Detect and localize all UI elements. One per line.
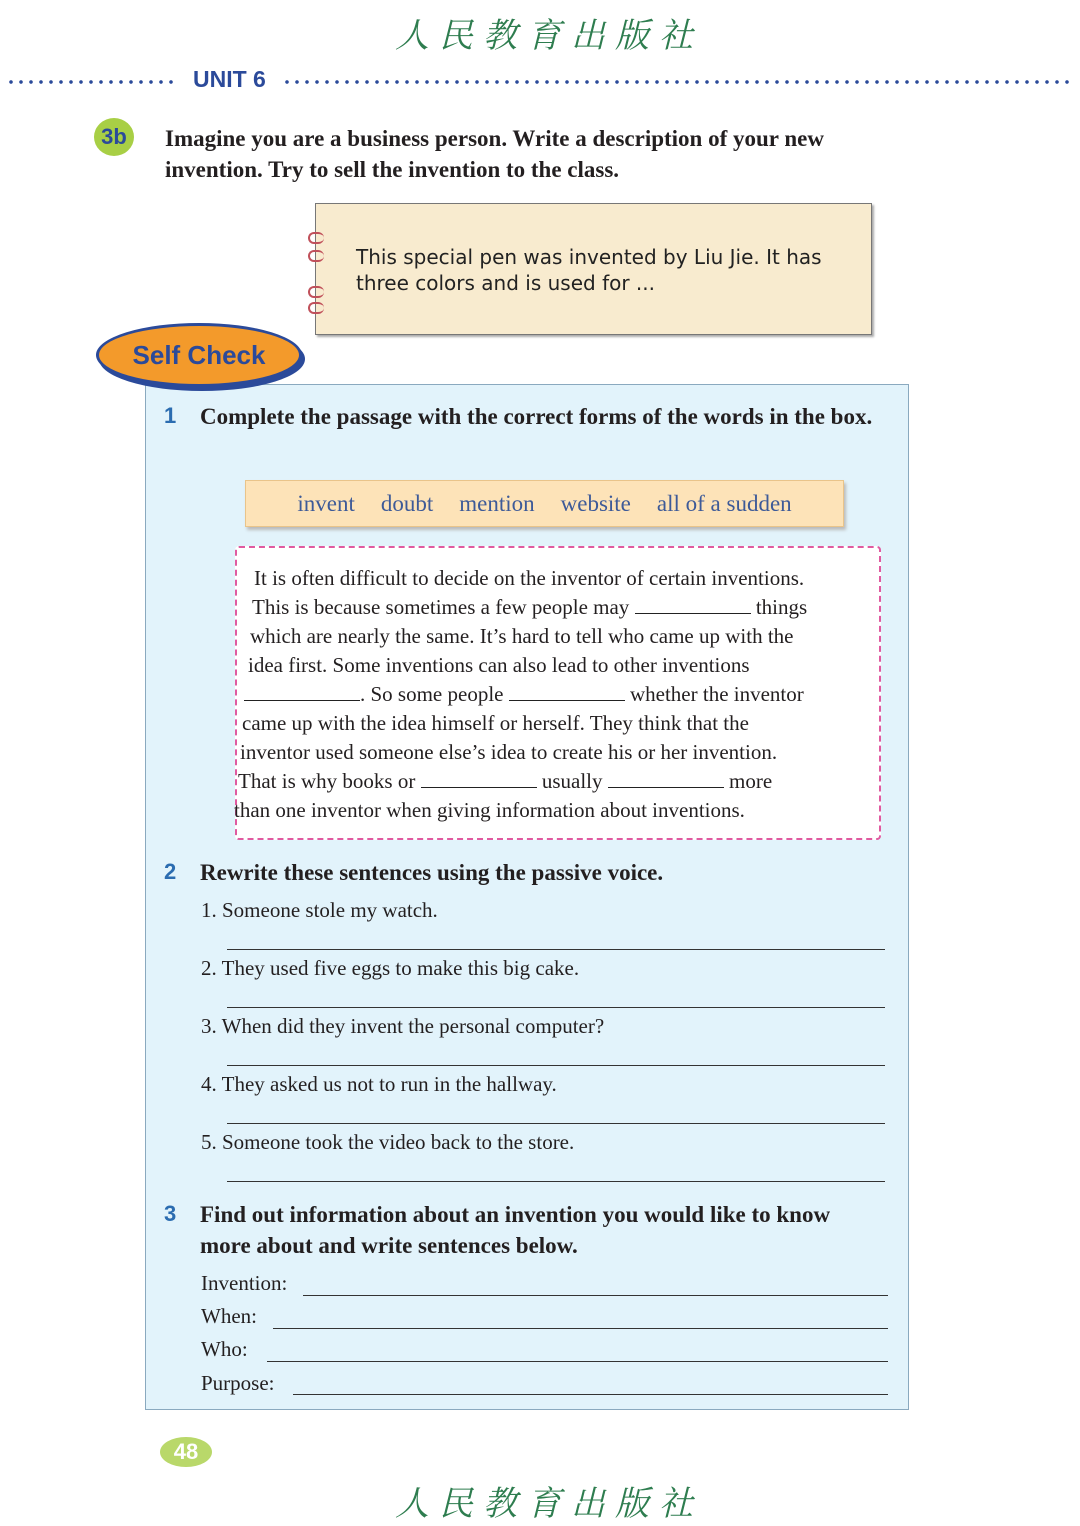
sentence-item: 1. Someone stole my watch. — [201, 898, 438, 922]
passage-line: idea first. Some inventions can also lead to other inventions — [248, 653, 750, 677]
sentence-item: 5. Someone took the video back to the store. — [201, 1130, 575, 1154]
purpose-answer-line[interactable] — [293, 1394, 888, 1395]
passage-line: which are nearly the same. It’s hard to tell who came up with the — [250, 624, 794, 648]
field-label-purpose: Purpose: — [201, 1371, 275, 1395]
passage-text: usually — [541, 769, 603, 793]
field-label-invention: Invention: — [201, 1271, 288, 1295]
when-answer-line[interactable] — [273, 1328, 888, 1329]
spiral-ring-icon — [308, 286, 324, 298]
activity-badge: 3b — [94, 118, 134, 156]
fill-blank[interactable] — [509, 682, 625, 701]
word: mention — [459, 490, 535, 516]
word: website — [560, 490, 631, 516]
word-box — [245, 480, 844, 527]
invention-answer-line[interactable] — [303, 1295, 888, 1296]
section-number: 1 — [164, 403, 177, 428]
fill-blank[interactable] — [608, 769, 724, 788]
sentence-item: 4. They asked us not to run in the hallway. — [201, 1072, 557, 1096]
passage-line: It is often difficult to decide on the inventor of certain inventions. — [254, 566, 805, 590]
fill-blank[interactable] — [244, 682, 360, 701]
word: all of a sudden — [656, 490, 792, 516]
section-number: 2 — [164, 859, 177, 884]
passage-line: came up with the idea himself or herself. They think that the — [242, 711, 749, 735]
section-title: Find out information about an invention you would like to know more about and write sentences below. — [200, 1202, 831, 1258]
field-label-who: Who: — [201, 1337, 248, 1361]
sentence-item: 3. When did they invent the personal computer? — [201, 1014, 605, 1038]
fill-blank[interactable] — [421, 769, 537, 788]
activity-instruction: Imagine you are a business person. Write a description of your new invention. Try to sell the invention to the class. — [165, 126, 824, 182]
dotted-divider — [6, 79, 178, 85]
passage-line: than one inventor when giving information about inventions. — [234, 798, 745, 822]
passage-line — [252, 595, 807, 620]
passage-text: whether the inventor — [629, 682, 804, 706]
answer-line[interactable] — [227, 1065, 885, 1066]
passage-text: . So some people — [360, 682, 504, 706]
passage-text: things — [755, 595, 808, 619]
word: invent — [297, 490, 355, 516]
answer-line[interactable] — [227, 1123, 885, 1124]
passage-line — [238, 769, 772, 794]
sentence-item: 2. They used five eggs to make this big cake. — [201, 956, 580, 980]
answer-line[interactable] — [227, 949, 885, 950]
passage-text: This is because sometimes a few people may — [252, 595, 630, 619]
passage-line — [244, 682, 804, 707]
section-number: 3 — [164, 1201, 177, 1226]
publisher-logo-bottom: 人民教育出版社 — [395, 1484, 703, 1524]
fill-blank[interactable] — [635, 595, 751, 614]
note-card — [315, 203, 872, 335]
section-title: Complete the passage with the correct forms of the words in the box. — [200, 404, 873, 429]
field-label-when: When: — [201, 1304, 257, 1328]
answer-line[interactable] — [227, 1007, 885, 1008]
unit-label: UNIT 6 — [193, 66, 266, 92]
spiral-ring-icon — [308, 250, 324, 262]
passage-line: inventor used someone else’s idea to create his or her invention. — [240, 740, 778, 764]
dotted-divider — [282, 79, 1072, 85]
spiral-ring-icon — [308, 232, 324, 244]
publisher-logo-top: 人民教育出版社 — [395, 16, 703, 56]
passage-text: That is why books or — [238, 769, 416, 793]
self-check-badge: Self Check — [96, 323, 302, 387]
spiral-ring-icon — [308, 302, 324, 314]
answer-line[interactable] — [227, 1181, 885, 1182]
passage-text: more — [729, 769, 773, 793]
word: doubt — [380, 490, 434, 516]
section-title: Rewrite these sentences using the passive voice. — [200, 860, 664, 885]
note-text: This special pen was invented by Liu Jie. It has three colors and is used for ... — [356, 245, 822, 295]
page-number: 48 — [160, 1437, 212, 1467]
who-answer-line[interactable] — [267, 1361, 888, 1362]
passage-box — [235, 546, 881, 840]
